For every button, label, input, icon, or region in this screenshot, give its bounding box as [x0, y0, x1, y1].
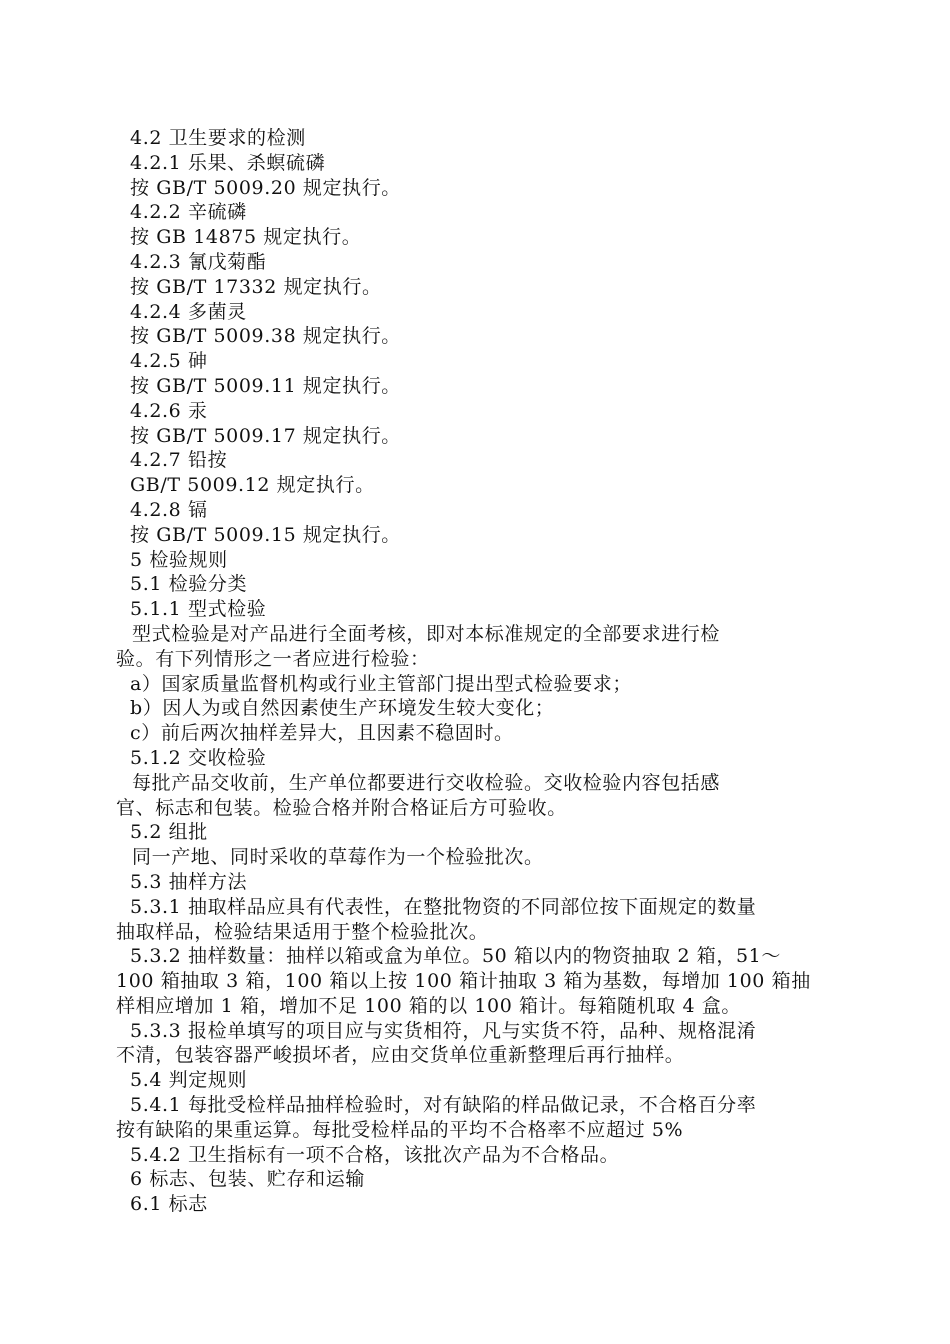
subsection-heading: 4.2.6 汞 — [130, 399, 208, 422]
subsection-heading: 4.2.1 乐果、杀螟硫磷 — [130, 151, 326, 174]
section-heading-4-2: 4.2 卫生要求的检测 — [130, 127, 306, 149]
body-line: 按 GB/T 5009.38 规定执行。 — [130, 325, 401, 348]
paragraph-line: 5.4.1 每批受检样品抽样检验时，对有缺陷的样品做记录，不合格百分率 — [130, 1094, 757, 1117]
section-heading-6: 6 标志、包装、贮存和运输 — [130, 1168, 365, 1191]
body-line: 按 GB/T 5009.15 规定执行。 — [130, 523, 401, 546]
section-heading-5-4: 5.4 判定规则 — [130, 1069, 248, 1092]
paragraph-line: 5.3.2 抽样数量：抽样以箱或盒为单位。50 箱以内的物资抽取 2 箱，51～ — [130, 945, 781, 968]
paragraph-line: 不清，包装容器严峻损坏者，应由交货单位重新整理后再行抽样。 — [116, 1044, 685, 1067]
section-heading-5-3: 5.3 抽样方法 — [130, 870, 248, 893]
body-line: 按 GB 14875 规定执行。 — [130, 226, 362, 249]
subsection-heading: 4.2.8 镉 — [130, 498, 208, 521]
body-line: GB/T 5009.12 规定执行。 — [130, 474, 375, 497]
paragraph-line: 验。有下列情形之一者应进行检验： — [116, 647, 430, 670]
section-heading-5: 5 检验规则 — [130, 548, 228, 571]
list-item: a）国家质量监督机构或行业主管部门提出型式检验要求； — [130, 672, 632, 695]
body-line: 按 GB/T 5009.20 规定执行。 — [130, 176, 401, 199]
paragraph-line: 样相应增加 1 箱，增加不足 100 箱的以 100 箱计。每箱随机取 4 盒。 — [116, 994, 742, 1017]
paragraph-line: 每批产品交收前，生产单位都要进行交收检验。交收检验内容包括感 — [132, 771, 721, 794]
body-line: 按 GB/T 5009.11 规定执行。 — [130, 374, 401, 397]
subsection-heading: 4.2.2 辛硫磷 — [130, 201, 247, 224]
subsection-heading: 4.2.4 多菌灵 — [130, 300, 247, 323]
section-heading-5-1: 5.1 检验分类 — [130, 573, 248, 596]
subsection-heading: 5.1.1 型式检验 — [130, 598, 267, 621]
list-item: b）因人为或自然因素使生产环境发生较大变化； — [130, 697, 555, 720]
paragraph-line: 5.3.1 抽取样品应具有代表性，在整批物资的不同部位按下面规定的数量 — [130, 895, 757, 918]
body-line: 按 GB/T 5009.17 规定执行。 — [130, 424, 401, 447]
section-heading-6-1: 6.1 标志 — [130, 1193, 208, 1216]
paragraph-line: 抽取样品，检验结果适用于整个检验批次。 — [116, 920, 489, 943]
subsection-heading: 5.1.2 交收检验 — [130, 746, 267, 769]
paragraph-line: 100 箱抽取 3 箱，100 箱以上按 100 箱计抽取 3 箱为基数，每增加 100 箱抽 — [116, 970, 811, 993]
list-item: c）前后两次抽样差异大，且因素不稳固时。 — [130, 722, 514, 745]
document-page — [116, 126, 836, 1217]
paragraph-line: 5.3.3 报检单填写的项目应与实货相符，凡与实货不符，品种、规格混淆 — [130, 1019, 757, 1042]
paragraph-line: 按有缺陷的果重运算。每批受检样品的平均不合格率不应超过 5% — [116, 1118, 684, 1141]
paragraph-line: 同一产地、同时采收的草莓作为一个检验批次。 — [132, 846, 544, 869]
subsection-heading: 4.2.7 铅按 — [130, 449, 228, 472]
paragraph-line: 型式检验是对产品进行全面考核，即对本标准规定的全部要求进行检 — [132, 622, 721, 645]
paragraph-line: 5.4.2 卫生指标有一项不合格，该批次产品为不合格品。 — [130, 1143, 620, 1166]
paragraph-line: 官、标志和包装。检验合格并附合格证后方可验收。 — [116, 796, 567, 819]
body-line: 按 GB/T 17332 规定执行。 — [130, 275, 382, 298]
subsection-heading: 4.2.3 氰戊菊酯 — [130, 250, 267, 273]
section-heading-5-2: 5.2 组批 — [130, 821, 208, 844]
subsection-heading: 4.2.5 砷 — [130, 350, 208, 373]
